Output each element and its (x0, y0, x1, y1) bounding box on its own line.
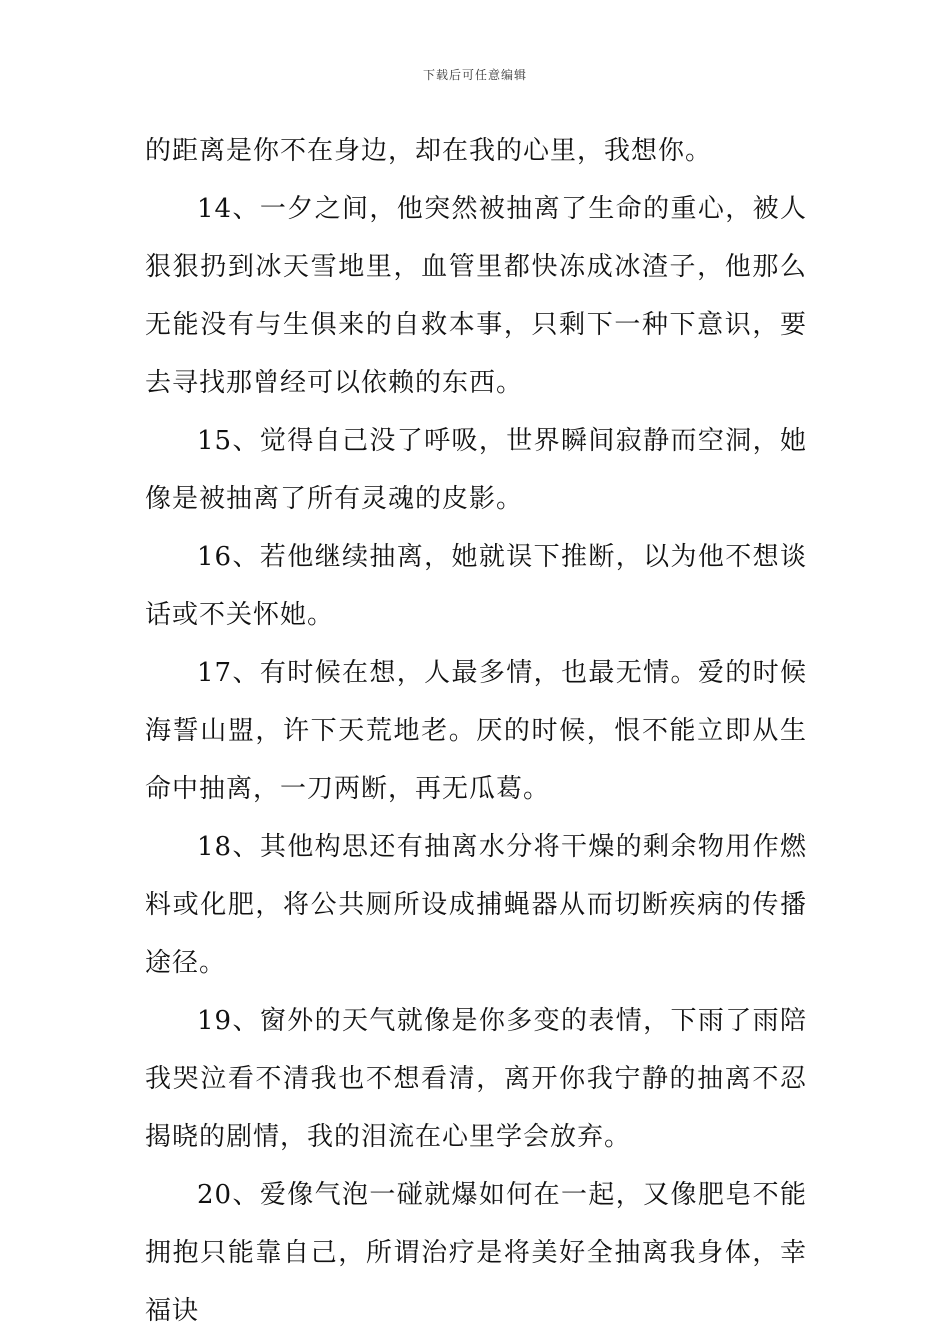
paragraph-14: 14、一夕之间，他突然被抽离了生命的重心，被人狠狠扔到冰天雪地里，血管里都快冻成冰渣子，他那么无能没有与生俱来的自救本事，只剩下一种下意识，要去寻找那曾经可以依赖的东西。 (145, 194, 807, 398)
page-header: 下载后可任意编辑 (422, 68, 527, 82)
paragraph-15: 15、觉得自己没了呼吸，世界瞬间寂静而空洞，她像是被抽离了所有灵魂的皮影。 (145, 426, 807, 514)
paragraph-continuation: 的距离是你不在身边，却在我的心里，我想你。 (145, 136, 713, 166)
paragraph-16: 16、若他继续抽离，她就误下推断，以为他不想谈话或不关怀她。 (145, 542, 807, 630)
paragraph-20: 20、爱像气泡一碰就爆如何在一起，又像肥皂不能拥抱只能靠自己，所谓治疗是将美好全抽离我身体，幸福诀 (145, 1180, 807, 1326)
paragraph-19: 19、窗外的天气就像是你多变的表情，下雨了雨陪我哭泣看不清我也不想看清，离开你我宁静的抽离不忍揭晓的剧情，我的泪流在心里学会放弃。 (145, 1006, 807, 1152)
paragraph-18: 18、其他构思还有抽离水分将干燥的剩余物用作燃料或化肥，将公共厕所设成捕蝇器从而切断疾病的传播途径。 (145, 832, 807, 978)
document-body (145, 122, 807, 1340)
paragraph-17: 17、有时候在想，人最多情，也最无情。爱的时候海誓山盟，许下天荒地老。厌的时候，恨不能立即从生命中抽离，一刀两断，再无瓜葛。 (145, 658, 807, 804)
